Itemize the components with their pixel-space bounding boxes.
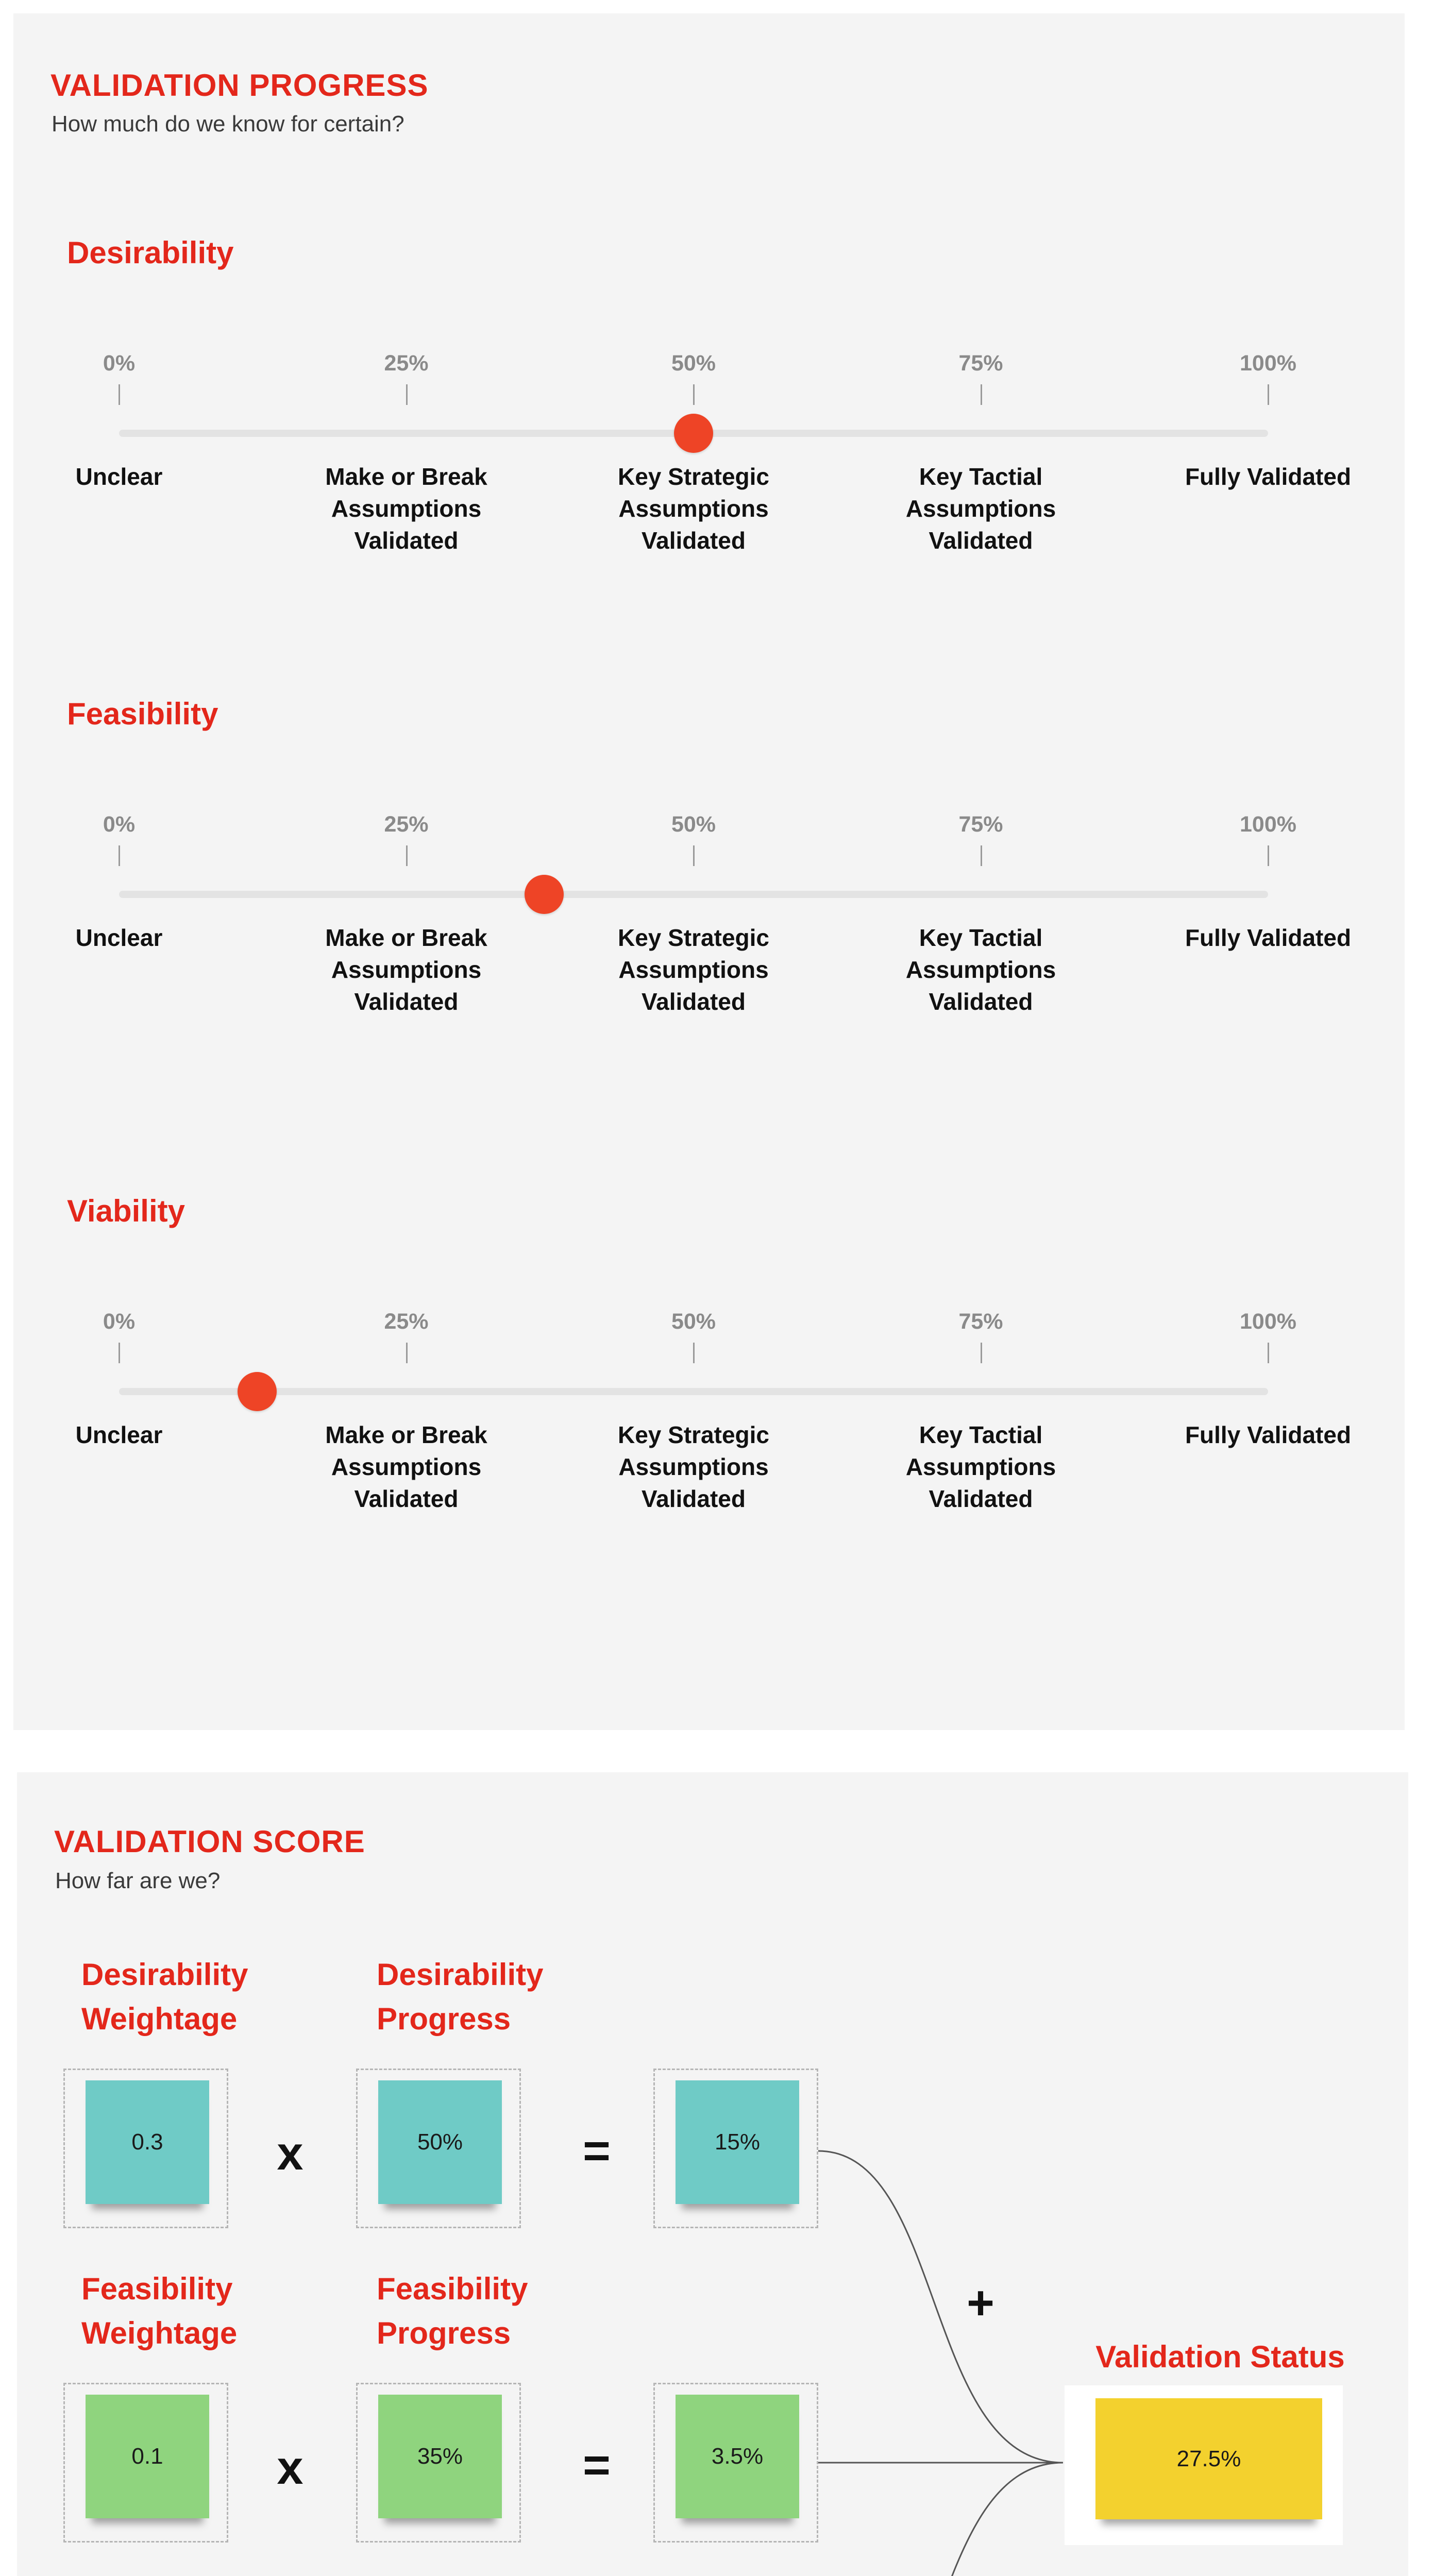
slider-track[interactable] [119, 1388, 1268, 1395]
scale-label: 25% [384, 351, 429, 376]
label-line: Weightage [81, 2002, 238, 2036]
validation-progress-panel [13, 13, 1405, 1730]
equals-operator: = [583, 2125, 611, 2177]
stage-label: Key Tactial Assumptions Validated [905, 1421, 1056, 1512]
sticky-note-weight[interactable]: 0.1 [86, 2395, 209, 2518]
scale-tick [981, 845, 982, 866]
desirability-result-slot [653, 2069, 818, 2228]
scale-tick [406, 384, 408, 405]
scale-label: 100% [1240, 1309, 1296, 1334]
feasibility-progress-slot [356, 2383, 521, 2543]
stage-label: Fully Validated [1185, 924, 1352, 951]
progress-panel-subtitle: How much do we know for certain? [52, 111, 404, 137]
viability-slider [13, 1193, 1405, 1554]
stage-label: Key Strategic Assumptions Validated [617, 924, 769, 1015]
scale-tick [981, 1343, 982, 1363]
plus-operator: + [967, 2277, 994, 2329]
desirability-progress-slot [356, 2069, 521, 2228]
label-line: Feasibility [81, 2272, 233, 2306]
sticky-note-weight[interactable]: 0.3 [86, 2080, 209, 2204]
slider-thumb[interactable] [525, 875, 564, 914]
connector-line-viability [818, 2463, 1063, 2576]
feasibility-weight-slot [63, 2383, 228, 2543]
stage-label: Make or Break Assumptions Validated [325, 924, 487, 1015]
score-panel-subtitle: How far are we? [55, 1868, 221, 1893]
scale-label: 75% [958, 1309, 1003, 1334]
label-line: Desirability [377, 1957, 544, 1992]
scale-label: 75% [958, 812, 1003, 837]
stage-label: Unclear [75, 463, 163, 490]
scale-tick [1268, 1343, 1269, 1363]
scale-label: 50% [671, 812, 716, 837]
sticky-note-result[interactable]: 15% [676, 2080, 799, 2204]
desirability-slider [13, 235, 1405, 596]
validation-score-panel [17, 1772, 1408, 2576]
scale-tick [119, 1343, 120, 1363]
slider-title: Viability [67, 1194, 185, 1228]
scale-tick [406, 845, 408, 866]
scale-label: 0% [103, 1309, 136, 1334]
slider-thumb[interactable] [674, 414, 713, 453]
scale-tick [693, 1343, 695, 1363]
feasibility-weightage-label [81, 2267, 237, 2355]
connector-line-desirability [818, 2151, 1063, 2463]
slider-title: Desirability [67, 235, 234, 270]
stage-label: Unclear [75, 924, 163, 951]
scale-tick [981, 384, 982, 405]
feasibility-progress-label [377, 2267, 528, 2355]
scale-tick [119, 384, 120, 405]
label-line: Progress [377, 2002, 511, 2036]
scale-tick [693, 845, 695, 866]
slider-thumb[interactable] [238, 1372, 277, 1411]
multiply-operator: x [277, 2127, 303, 2180]
stage-label: Make or Break Assumptions Validated [325, 1421, 487, 1512]
scale-tick [1268, 384, 1269, 405]
feasibility-slider [13, 696, 1405, 1057]
label-line: Progress [377, 2316, 511, 2350]
scale-label: 0% [103, 351, 136, 376]
scale-label: 75% [958, 351, 1003, 376]
scale-tick [119, 845, 120, 866]
slider-title: Feasibility [67, 697, 218, 731]
sticky-note-progress[interactable]: 35% [378, 2395, 502, 2518]
validation-status-card [1065, 2385, 1343, 2545]
label-line: Desirability [81, 1957, 248, 1992]
desirability-progress-label [377, 1953, 543, 2041]
sticky-note-progress[interactable]: 50% [378, 2080, 502, 2204]
scale-label: 100% [1240, 351, 1296, 376]
scale-label: 0% [103, 812, 136, 837]
feasibility-result-slot [653, 2383, 818, 2543]
equals-operator: = [583, 2439, 611, 2492]
stage-label: Key Strategic Assumptions Validated [617, 1421, 769, 1512]
scale-label: 25% [384, 1309, 429, 1334]
scale-label: 50% [671, 351, 716, 376]
stage-label: Key Tactial Assumptions Validated [905, 924, 1056, 1015]
scale-label: 25% [384, 812, 429, 837]
desirability-weightage-label [81, 1953, 248, 2041]
sticky-note-validation-status[interactable]: 27.5% [1095, 2398, 1322, 2519]
scale-label: 50% [671, 1309, 716, 1334]
sticky-note-result[interactable]: 3.5% [676, 2395, 799, 2518]
label-line: Feasibility [377, 2272, 528, 2306]
stage-label: Key Strategic Assumptions Validated [617, 463, 769, 554]
multiply-operator: x [277, 2442, 303, 2494]
scale-label: 100% [1240, 812, 1296, 837]
desirability-weight-slot [63, 2069, 228, 2228]
label-line: Weightage [81, 2316, 238, 2350]
progress-panel-title: VALIDATION PROGRESS [50, 68, 429, 103]
stage-label: Make or Break Assumptions Validated [325, 463, 487, 554]
stage-label: Fully Validated [1185, 1421, 1352, 1448]
stage-label: Fully Validated [1185, 463, 1352, 490]
scale-tick [693, 384, 695, 405]
scale-tick [406, 1343, 408, 1363]
stage-label: Unclear [75, 1421, 163, 1448]
scale-tick [1268, 845, 1269, 866]
stage-label: Key Tactial Assumptions Validated [905, 463, 1056, 554]
score-panel-title: VALIDATION SCORE [54, 1824, 365, 1859]
slider-track[interactable] [119, 891, 1268, 898]
validation-status-label: Validation Status [1095, 2340, 1345, 2374]
